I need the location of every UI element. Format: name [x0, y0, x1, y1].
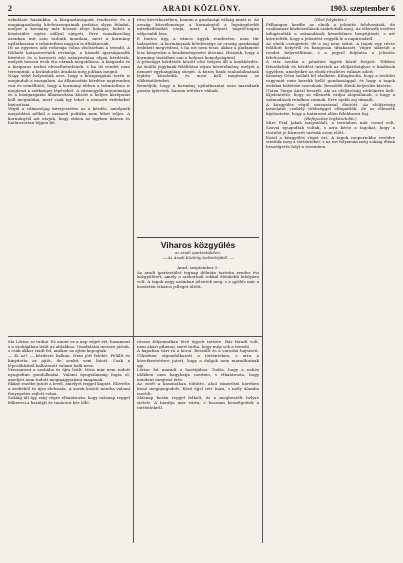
paragraph: Végül a választójog kiterjesztése az a kérdés, amelynek megoldása nélkül a nemzeti politika nem lehet teljes. A kormánytól azt várjuk, hogy ebben az ügyben bátran és határozottan lépjen fel.	[8, 106, 130, 126]
article-body	[137, 266, 259, 335]
article-byline: — Az Aradi Közlöny tudósítójától. —	[162, 255, 234, 260]
page-header	[8, 3, 395, 16]
paper-title: ARADI KÖZLÖNY.	[162, 4, 241, 13]
section-divider	[8, 336, 262, 337]
paragraph: Az aradi ipartestület tegnap délután tartotta rendes évi közgyűlését, amely a szokottnál sokkal élénkebb lefolyású volt. A tagok nagy számban jelentek meg, s a gyűlés már a kezdetén viharos jelleget öltött.	[137, 269, 259, 289]
column-1	[8, 18, 130, 335]
paragraph: Az elnök csengetett, de a zaj nem szűnt. A tagok egy része felállott helyéről és hangosan tiltakozott. Végre sikerült a rendet helyreállítani, s a jegyző folytatta a jelentés felolvasását.	[266, 40, 395, 60]
continuation-label: (Első folytatás.)	[314, 18, 347, 22]
paragraph: A közgyűlés végül szavazással döntött. Az elöljáróság javaslatát csekély többséggel elfogadták, de az ellenzék kijelentette, hogy a határozat ellen felebbezni fog.	[266, 101, 395, 117]
feuilleton-column-1	[8, 340, 130, 545]
paragraph: Másnap korán reggel felkelt, és a megbeszélt helyre sietett. A barátja már várta, s hosszan beszélgettek a történtekről.	[137, 395, 259, 410]
page-number: 2	[8, 4, 12, 13]
paragraph: — Ki az? — kérdezte halkan. Nem jött felelet. Felállt és kinyitotta az ajtót, de senkit sem látott. Csak a lépcsőházból hallatszott valami halk nesz.	[8, 353, 130, 368]
paragraph: A pénzügyi kérdések között első helyen áll a bankkérdés. Az önálló jegybank felállítása olyan követelmény, melyet a nemzet egyhangúlag sürget. A közös bank szabadalmának lejárta közeledik, és most kell megtenni az előkészületeket.	[137, 59, 259, 84]
continuation-note: (Befejezése legközelebb.)	[304, 115, 357, 121]
column-divider-2	[262, 18, 263, 543]
paragraph: Mire Frid Jakab megszólalt, a teremben már csend volt. Szavai nyugodtak voltak, s arra kérte a tagokat, hogy a testület jó hírnevét tartsák szem előtt.	[266, 120, 395, 135]
paragraph: Visszament a szobába és újra leült. Most már nem tudott nyugodtan gondolkodni. Valami nyugtalanság fogta el, amelyet nem tudott megmagyarázni magának.	[8, 367, 130, 382]
paragraph: A kapuban várt rá a kocsi. Beszállt és a városba hajtatott. Útközben elgondolkozott a történteken, s arra a következtetésre jutott, hogy a dolgok nem maradhatnak így.	[137, 348, 259, 368]
paragraph: Ekkor eszébe jutott a levél, amelyet reggel kapott. Elővette a zsebéből és újra elolvasta. A sorok között mintha valami fenyegetés rejlett volna.	[8, 381, 130, 396]
paragraph: Reméljük, hogy a kormány nyilatkozatai nem maradnak puszta ígéretek, hanem tettekre válnak.	[137, 82, 259, 93]
feuilleton-column-2	[137, 340, 259, 545]
paragraph: vakulását hazánkba. A közgazdaságunk rendezése és a magángazdaság hitelviszonyainak javítása olyan feladat, melyet a kormány már hosszú ideje halogat, holott a közérzület egész súllyal sürgeti. Erre vonatkozólag azonban mit sem tudunk mondani, mert a kormány nyilatkozatai e tekintetben nagyon is általánosak.	[8, 18, 130, 46]
paragraph: rése következtében, hanem a gazdasági válság miatt is. Az ország közvéleménye a kormánytól a legsürgősebb intézkedéseket várja, mert a helyzet napról-napra súlyosabb lesz.	[137, 18, 259, 37]
issue-date: 1903. szeptember 6	[330, 4, 395, 13]
paragraph: Ezzel a közgyűlés véget ért. A tagok csoportokba verődve vitatták meg a történteket, s az est folyamán még sokáig élénk beszélgetés folyt a teremben.	[266, 134, 395, 149]
column-3	[266, 18, 395, 543]
article-title: Viharos közgyűlés	[160, 240, 236, 250]
column-2	[137, 18, 259, 235]
paragraph: Az estét a kaszinóban töltötte, ahol ismerősei körében kissé megnyugodott. Késő éjjel tért haza, s mély álomba merült.	[137, 381, 259, 396]
article-headline	[137, 240, 259, 260]
paragraph: Kemény Géza szólalt fel elsőként. Kifogásolta, hogy a testület vagyonát nem kezelik kellő gondossággal, és hogy a tagok érdekei háttérbe szorulnak. Beszédét élénk helyeslés kísérte.	[266, 73, 395, 88]
paragraph: E fontos ügy, a vámos ügyek rendezése, nem tűr halasztást. A kormánynak kötelessége az ország gazdasági érdekeit megvédeni, s ha ezt nem teszi, akkor a parlament lesz kénytelen a kezdeményezést átvenni. Hisszük, hogy a kormány tisztában van a helyzet komolyságával.	[137, 35, 259, 60]
article-subtitle: az aradi ipartestületen.	[174, 250, 222, 255]
paragraph: A vita ezután a pénztári ügyek körül forgott. Többen felszólaltak és kérdést intéztek az elöljárósághoz a kiadások ügyében, amelyekre az elnök részletes választ adott.	[266, 59, 395, 74]
paragraph: Félhangon kezdte az elnök a jelentés felolvasását, de csakhamar közbeszólások szakították meg. Az ellenzék vezérei kifogásolták a számadások késedelmes benyújtását, s azt követelték, hogy a jelentést vegyék le a napirendről.	[266, 21, 395, 41]
paragraph: Ma Lőrinc se tudná. És amint ez a nap véget ért, hazament s a szobájában leült az ablakhoz. Gondolatai messze jártak, s csak akkor riadt fel, amikor az ajtón kopogtak.	[8, 340, 130, 354]
paragraph: Nagy súlyt helyezünk arra, hogy a közigazgatás terén is megindult a mozgalom. Az államosítás kérdése napirenden van és remélhető, hogy a kormány ebben a tekintetben is megteszi a szükséges lépéseket. A vármegyék autonómiája és a közigazgatás államosítása között a helyes középutat kell megtalálni, mert csak így lehet a nemzeti érdekeket biztosítani.	[8, 73, 130, 107]
paragraph: Lőrinc hű maradt a barátjához. Tudta, hogy a nehéz időkben nem hagyhatja cserben, s elhatározta, hogy mindent megtesz érte.	[137, 367, 259, 382]
article-dateline: Arad, szeptember 5.	[177, 266, 219, 270]
article-divider	[137, 237, 259, 238]
paragraph: Utána Varga Antal beszélt, aki az elöljáróság védelmére kelt. Kijelentette, hogy az ellenzék vádjai alaptalanok, s hogy a számadások rendben vannak. Erre újabb zaj támadt.	[266, 87, 395, 102]
paragraph: Sokáig ült így, míg végre elhatározta, hogy másnap reggel felkeresi a barátját és tanácsot kér tőle.	[8, 395, 130, 406]
paragraph: rössze folyamatban lévő ügyeit intézte. Bár fáradt volt, nem akart pihenni, mert tudta, hogy még sok a teendő.	[137, 340, 259, 349]
column-divider-1	[133, 18, 134, 543]
paragraph: Itt az egyenes adó reformja volna elsősorban a teendő. A földadó kataszterének revíziója, a házadó igazságosabb kivetése és a kereseti adó arányosítása olyan kérdések, melyek hosszú évek óta várnak megoldásra. A kisgazda és a kisiparos terhei elviselhetetlenek, s ha itt rendet nem teremtünk, a kivándorlás áradata még jobban megnő.	[8, 45, 130, 74]
